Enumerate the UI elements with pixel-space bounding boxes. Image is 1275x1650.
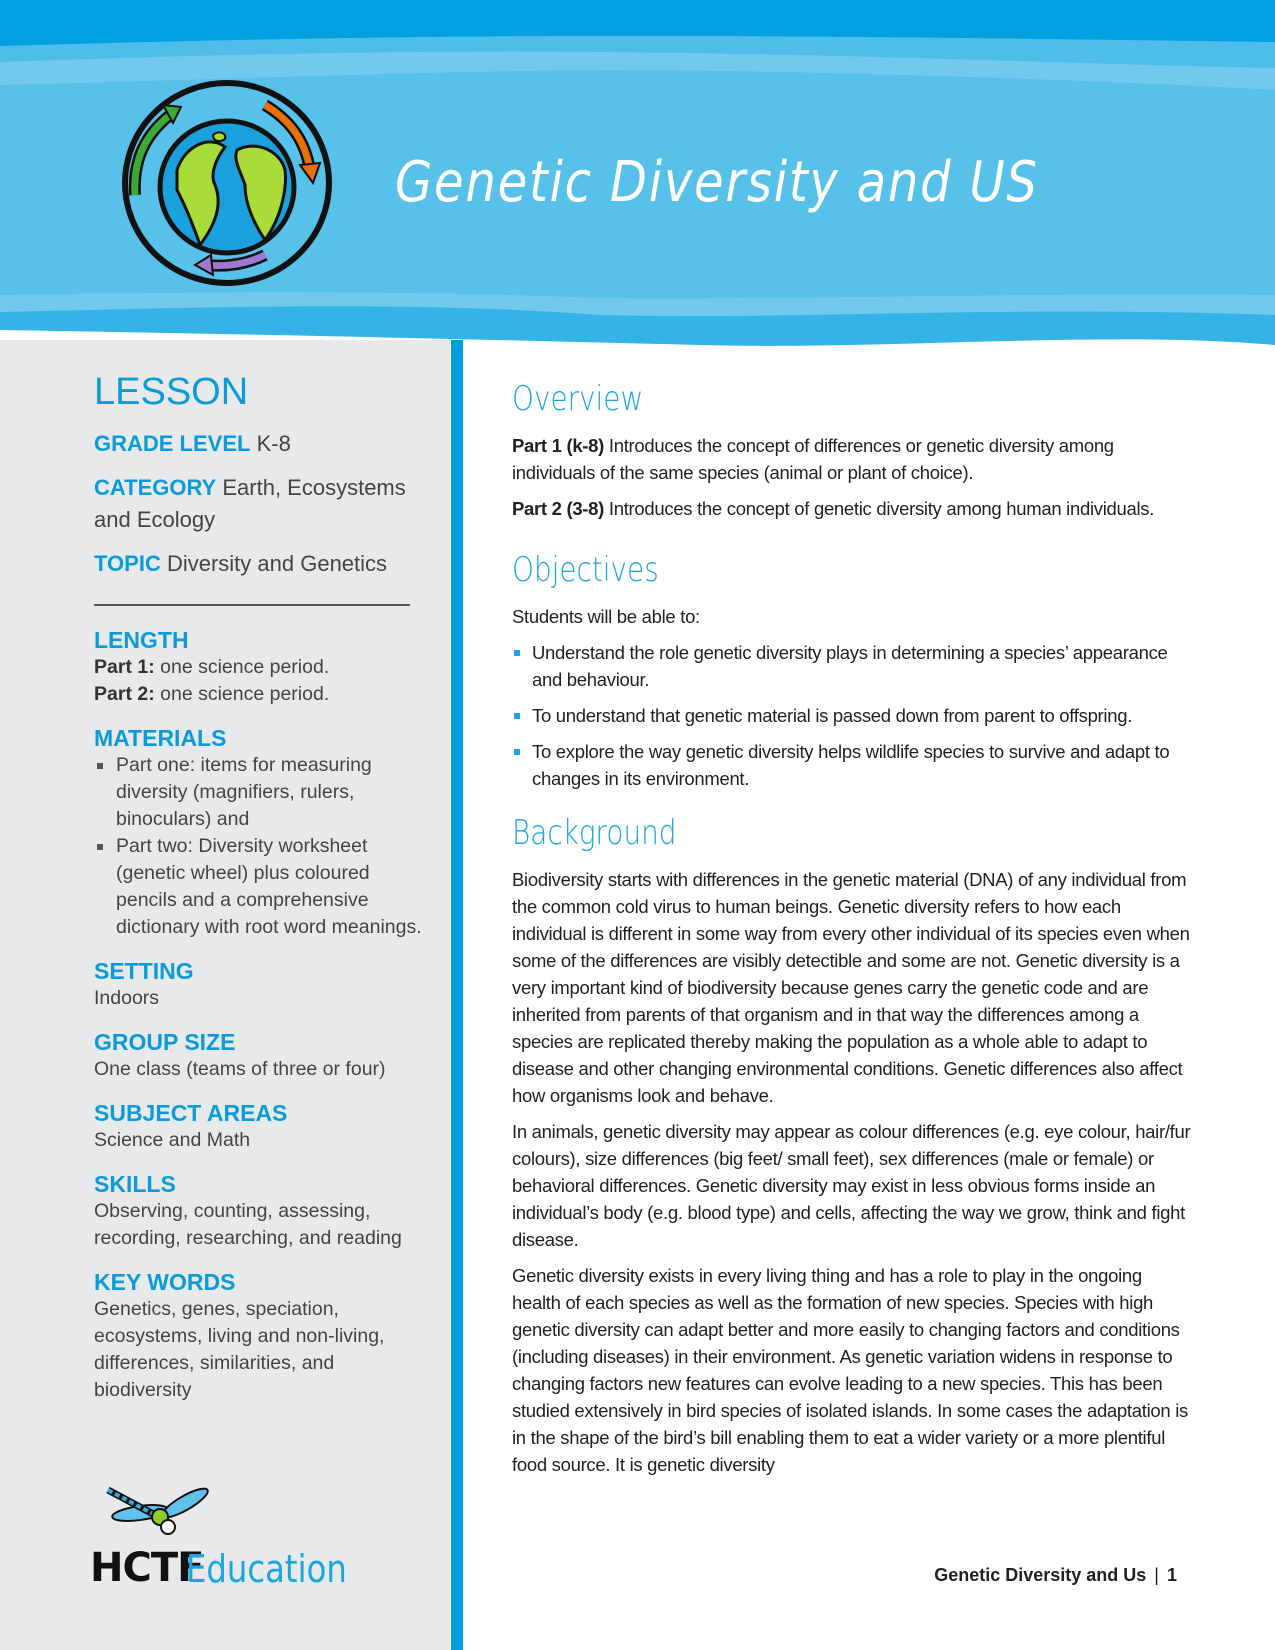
overview-item-text: Introduces the concept of genetic diversity among human individuals. (604, 498, 1155, 519)
skills-heading: SKILLS (94, 1171, 176, 1197)
objective-item: To understand that genetic material is passed down from parent to offspring. (512, 702, 1192, 729)
divider-rule (94, 604, 410, 606)
logo-suffix: Education (186, 1547, 347, 1591)
category (94, 472, 424, 536)
subject-areas-heading: SUBJECT AREAS (94, 1100, 288, 1126)
page-title: Genetic Diversity and US (395, 150, 1039, 215)
footer-title: Genetic Diversity and Us (934, 1565, 1147, 1585)
page-header (0, 0, 1275, 360)
objective-item: To explore the way genetic diversity helps wildlife species to survive and adapt to changes in its environment. (512, 738, 1192, 792)
group-size-heading: GROUP SIZE (94, 1029, 236, 1055)
keywords-value: Genetics, genes, speciation, ecosystems, living and non-living, differences, similarities, and biodiversity (94, 1298, 385, 1401)
main-content (512, 378, 1192, 1487)
subject-areas-value: Science and Math (94, 1129, 251, 1151)
grade-level-value: K-8 (256, 431, 291, 456)
overview-heading: Overview (512, 379, 644, 419)
background-heading: Background (512, 813, 677, 853)
background-paragraph: Genetic diversity exists in every living thing and has a role to play in the ongoing health of each species as well as the formation of new species. Species with high genetic diversity can adapt better and more easily to changing factors and conditions (including diseases) in their environment. As genetic variation widens in response to changing factors new features can evolve leading to a new species. This has been studied extensively in bird species of isolated islands. In some cases the adaptation is in the shape of the bird’s bill enabling them to eat a wider variety or a more plentiful food source. It is genetic diversity (512, 1265, 1188, 1475)
background-paragraph: Biodiversity starts with differences in the genetic material (DNA) of any individual from the common cold virus to human beings. Genetic diversity refers to how each individual is different in some way from every other individual of its species even when some of the differences are visibly detectible and some are not. Genetic diversity is a very important kind of biodiversity because genes carry the genetic code and are inherited from parents of that organism and in that way the differences among a species are replicated thereby making the population as a whole able to adapt to disease and other changing environmental conditions. Genetic differences also affect how organisms look and behave. (512, 869, 1190, 1106)
logo-brand: HCTF (90, 1545, 204, 1591)
length-part-text: one science period. (160, 683, 330, 705)
length-item (94, 654, 424, 681)
hctf-education-logo (90, 1505, 390, 1595)
overview-item-lead: Part 2 (3-8) (512, 498, 605, 519)
page-number: 1 (1166, 1565, 1177, 1585)
footer-separator: | (1154, 1565, 1159, 1585)
overview-item (512, 495, 1192, 522)
globe-recycle-icon (115, 75, 340, 290)
objectives-heading: Objectives (512, 550, 659, 590)
objective-item: Understand the role genetic diversity plays in determining a species’ appearance and behaviour. (512, 639, 1192, 693)
lesson-info (94, 370, 424, 1420)
sidebar-divider (451, 340, 463, 1650)
setting-value: Indoors (94, 987, 160, 1009)
lesson-heading: LESSON (94, 371, 249, 413)
grade-level (94, 428, 424, 460)
grade-level-label: GRADE LEVEL (94, 431, 251, 456)
length-part-label: Part 2: (94, 683, 155, 705)
overview-item-lead: Part 1 (k-8) (512, 435, 605, 456)
topic (94, 548, 424, 580)
length-part-label: Part 1: (94, 656, 155, 678)
materials-item: Part two: Diversity worksheet (genetic wheel) plus coloured pencils and a comprehensive dictionary with root word meanings. (94, 833, 424, 941)
topic-label: TOPIC (94, 551, 161, 576)
length-item (94, 681, 424, 708)
group-size-value: One class (teams of three or four) (94, 1058, 386, 1080)
length-part-text: one science period. (160, 656, 330, 678)
objectives-list (512, 639, 1192, 792)
keywords-heading: KEY WORDS (94, 1269, 236, 1295)
objectives-intro: Students will be able to: (512, 606, 700, 627)
category-value: Earth, Ecosystems and Ecology (94, 475, 406, 532)
length-heading: LENGTH (94, 627, 189, 653)
materials-list (94, 752, 424, 941)
materials-heading: MATERIALS (94, 725, 227, 751)
skills-value: Observing, counting, assessing, recording, researching, and reading (94, 1200, 402, 1249)
setting-heading: SETTING (94, 958, 194, 984)
topic-value: Diversity and Genetics (166, 551, 388, 576)
overview-item-text: Introduces the concept of differences or genetic diversity among individuals of the same species (animal or plant of choice). (512, 435, 1114, 483)
background-paragraph: In animals, genetic diversity may appear as colour differences (e.g. eye colour, hair/fur colours), size differences (big feet/ small feet), sex differences (male or female) or behavioral differences. Genetic diversity may exist in less obvious forms inside an individual’s body (e.g. blood type) and cells, affecting the way we grow, think and fight disease. (512, 1121, 1191, 1250)
length-body (94, 654, 424, 708)
overview-item (512, 432, 1192, 486)
materials-item: Part one: items for measuring diversity (magnifiers, rulers, binoculars) and (94, 752, 424, 833)
category-label: CATEGORY (94, 475, 217, 500)
page-footer (934, 1565, 1177, 1586)
